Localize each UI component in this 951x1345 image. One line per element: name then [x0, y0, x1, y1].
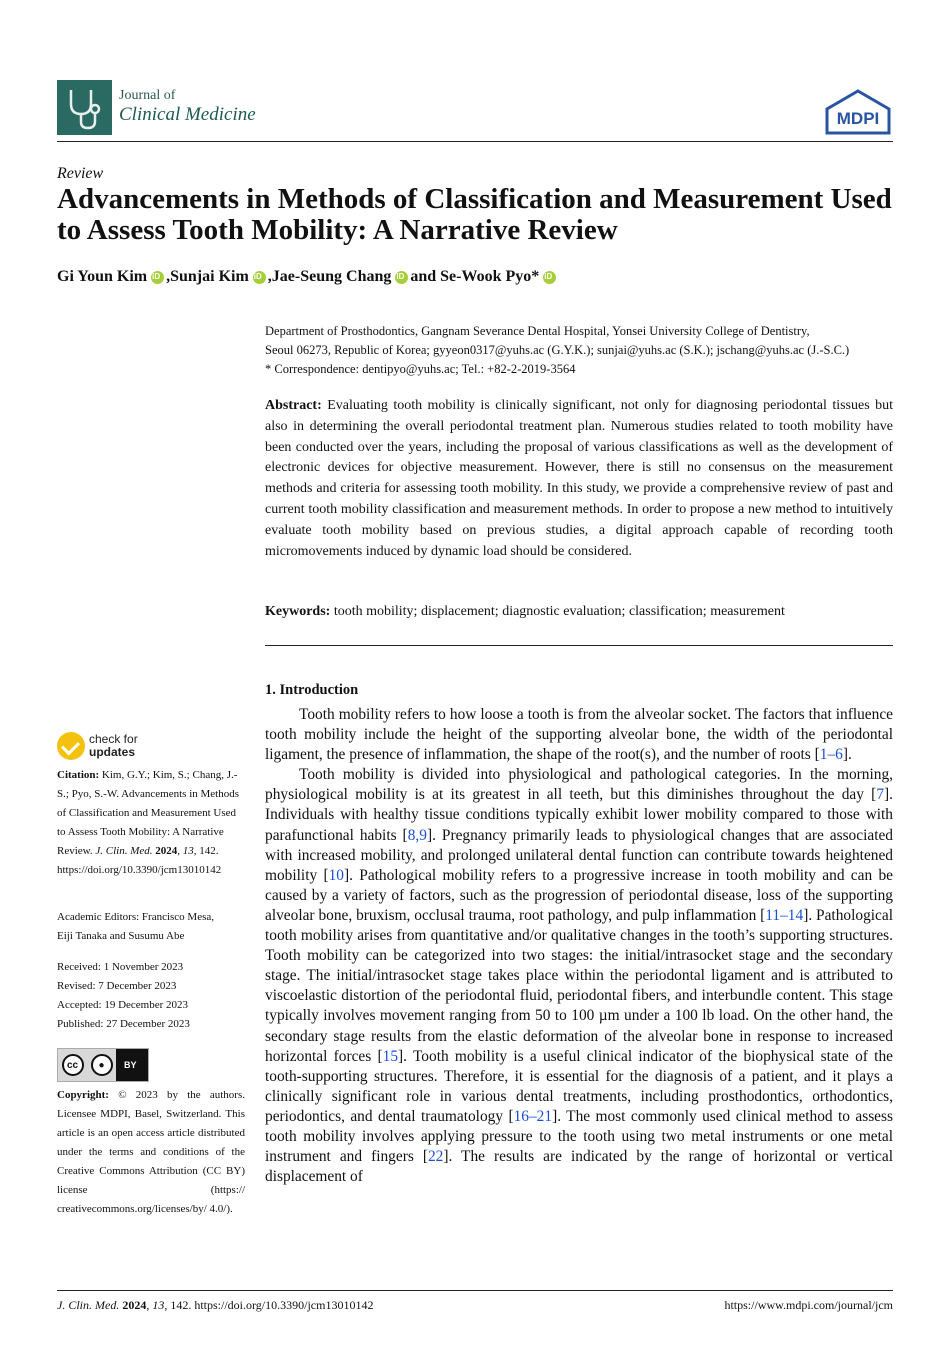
accepted-date: Accepted: 19 December 2023	[57, 999, 189, 1011]
author-list	[57, 268, 558, 286]
citation-year: 2024	[155, 845, 178, 857]
check-updates-line2: updates	[89, 745, 136, 759]
journal-logo	[57, 80, 112, 135]
orcid-icon[interactable]	[151, 271, 164, 284]
cc-by-license-badge[interactable]	[57, 1048, 149, 1082]
copyright-text: © 2023 by the authors. Licensee MDPI, Basel, Switzerland. This article is an open access article distributed under the terms and conditions of the Creative Commons Attribution (CC BY) license (https:// creativecommons.org/licenses/by/ 4.0/).	[57, 1089, 246, 1215]
check-for-updates-button[interactable]	[57, 732, 138, 760]
affiliation-line: Seoul 06273, Republic of Korea; gyyeon0317@yuhs.ac (G.Y.K.); sunjai@yuhs.ac (S.K.); jschang@yuhs.ac (J.-S.C.)	[265, 343, 850, 357]
mdpi-logo-text: MDPI	[836, 109, 880, 128]
reference-link[interactable]: 11–14	[765, 906, 804, 924]
journal-name-line1: Journal of	[119, 88, 176, 103]
correspondence: * Correspondence: dentipyo@yuhs.ac; Tel.: +82-2-2019-3564	[265, 362, 576, 376]
publication-dates	[57, 958, 245, 1034]
author-name[interactable]: Se-Wook Pyo	[440, 268, 532, 285]
reference-link[interactable]: 16–21	[513, 1107, 553, 1125]
journal-name[interactable]	[119, 87, 256, 126]
cc-by-label: BY	[124, 1060, 137, 1070]
keywords	[265, 602, 893, 622]
author-separator: ,	[166, 268, 171, 285]
reference-link[interactable]: 8,9	[407, 826, 427, 844]
article-type: Review	[57, 165, 104, 182]
citation-label: Citation:	[57, 769, 100, 781]
attribution-person-icon: ●	[91, 1054, 113, 1076]
received-date: Received: 1 November 2023	[57, 961, 184, 973]
checkmark-icon	[57, 732, 85, 760]
paragraph: Tooth mobility refers to how loose a tooth is from the alveolar socket. The factors that influence tooth mobility include the height of the supporting alveolar bone, the width of the periodontal ligament, the presence of inflammation, the shape of the root(s), and the number of roots [1–6].	[265, 706, 893, 764]
mdpi-logo[interactable]	[823, 89, 893, 135]
abstract-divider	[265, 645, 893, 646]
author-and: and	[410, 268, 441, 285]
orcid-icon[interactable]	[543, 271, 556, 284]
revised-date: Revised: 7 December 2023	[57, 980, 177, 992]
footer-journal-url[interactable]: https://www.mdpi.com/journal/jcm	[724, 1298, 893, 1312]
keywords-text: tooth mobility; displacement; diagnostic evaluation; classification; measurement	[333, 604, 785, 619]
citation-doi[interactable]: , 142. https://doi.org/10.3390/jcm13010142	[57, 845, 222, 876]
author-name[interactable]: Jae-Seung Chang	[271, 268, 392, 285]
copyright-label: Copyright:	[57, 1089, 109, 1101]
paragraph: Tooth mobility is divided into physiological and pathological categories. In the morning, physiological mobility is at its greatest in all teeth, but this diminishes throughout the day [7]. Individuals with healthy tissue conditions typically exhibit lower mobility compared to those with parafunctional habits [8,9]. Pregnancy primarily leads to physiological changes that are associated with increased mobility, and prolonged unilateral dental function can contribute towards heightened mobility [10]. Pathological mobility refers to a progressive increase in tooth mobility and can be caused by a variety of factors, such as the progression of periodontal disease, loss of the supporting alveolar bone, bruxism, occlusal trauma, root pathology, and pulp inflammation [11–14]. Pathological tooth mobility arises from quantitative and/or qualitative changes in the tooth’s supporting structures. Tooth mobility can be categorized into two stages: the initial/intrasocket stage and the secondary stage. The initial/intrasocket stage takes place within the periodontal ligament and is attributed to viscoelastic distortion of the periodontal fluid, periodontal fibers, and interbundle content. This stage typically involves movement ranging from 50 to 100 µm under a 100 lb load. On the other hand, the secondary stage results from the elastic deformation of the alveolar bone in response to increased horizontal forces [15]. Tooth mobility is a useful clinical indicator of the biophysical state of the tooth-supporting structures. Therefore, it is essential for the diagnosis of a patient, and it plays a clinically significant role in various dental treatments, including prosthodontics, orthodontics, periodontics, and dental traumatology [16–21]. The most commonly used clinical method to assess tooth mobility involves applying pressure to the tooth using two metal instruments or one metal instrument and fingers [22]. The results are indicated by the range of horizontal or vertical displacement of	[265, 766, 893, 1186]
mdpi-logo-mark	[823, 89, 893, 135]
citation-journal: J. Clin. Med.	[95, 845, 153, 857]
abstract-text: Evaluating tooth mobility is clinically significant, not only for diagnosing periodontal tissues but also in determining the overall periodontal treatment plan. Numerous studies related to tooth mobility have been conducted over the years, including the proposal of various classifications as well as the development of electronic devices for objective measurement. However, there is still no consensus on the measurement methods and criteria for assessing tooth mobility. In this study, we provide a comprehensive review of past and current tooth mobility classification and measurement methods. In order to propose a new method to intuitively evaluate tooth mobility based on previous studies, a digital approach capable of recording tooth micromovements induced by dynamic load should be considered.	[265, 398, 894, 559]
affiliation-block	[265, 322, 905, 379]
reference-link[interactable]: 10	[328, 866, 344, 884]
reference-link[interactable]: 7	[876, 786, 885, 804]
orcid-icon[interactable]	[253, 271, 266, 284]
academic-editors: Academic Editors: Francisco Mesa, Eiji Tanaka and Susumu Abe	[57, 911, 215, 942]
header-divider	[57, 141, 893, 142]
copyright-notice	[57, 1086, 245, 1219]
creative-commons-icon: cc	[62, 1054, 84, 1076]
stethoscope-icon	[57, 80, 112, 135]
published-date: Published: 27 December 2023	[57, 1018, 190, 1030]
footer-doi-link[interactable]: , 142. https://doi.org/10.3390/jcm13010142	[164, 1298, 374, 1312]
keywords-label: Keywords:	[265, 604, 331, 619]
citation-block: Citation: Kim, G.Y.; Kim, S.; Chang, J.-S.; Pyo, S.-W. Advancements in Methods of Classification and Measurement Used to Assess Tooth Mobility: A Narrative Review. J. Clin. Med. 2024, 13, 142. https://doi.org/10.3390/jcm13010142	[57, 769, 240, 876]
footer-divider	[57, 1290, 893, 1291]
affiliation-line: Department of Prosthodontics, Gangnam Severance Dental Hospital, Yonsei University College of Dentistry,	[265, 324, 810, 338]
author-name[interactable]: Sunjai Kim	[170, 268, 249, 285]
citation-volume: 13	[182, 845, 194, 857]
reference-link[interactable]: 22	[427, 1148, 444, 1166]
reference-link[interactable]: 15	[382, 1047, 399, 1065]
corresponding-mark: *	[531, 268, 540, 285]
citation-text: Kim, G.Y.; Kim, S.; Chang, J.-S.; Pyo, S.-W. Advancements in Methods of Classification and Measurement Used to Assess Tooth Mobility: A Narrative Review.	[57, 769, 240, 857]
abstract-label: Abstract:	[265, 398, 322, 413]
introduction-body	[265, 705, 893, 1187]
section-heading: 1. Introduction	[265, 682, 359, 698]
reference-link[interactable]: 1–6	[819, 746, 843, 764]
author-separator: ,	[267, 268, 272, 285]
orcid-icon[interactable]	[395, 271, 408, 284]
abstract	[265, 396, 893, 562]
article-title: Advancements in Methods of Classification and Measurement Used to Assess Tooth Mobility: A Narrative Review	[57, 183, 892, 246]
author-name[interactable]: Gi Youn Kim	[57, 268, 148, 285]
check-updates-line1: check for	[89, 732, 138, 746]
journal-name-line2: Clinical Medicine	[119, 104, 256, 125]
footer-citation: J. Clin. Med. 2024, 13, 142. https://doi.org/10.3390/jcm13010142	[57, 1298, 374, 1312]
